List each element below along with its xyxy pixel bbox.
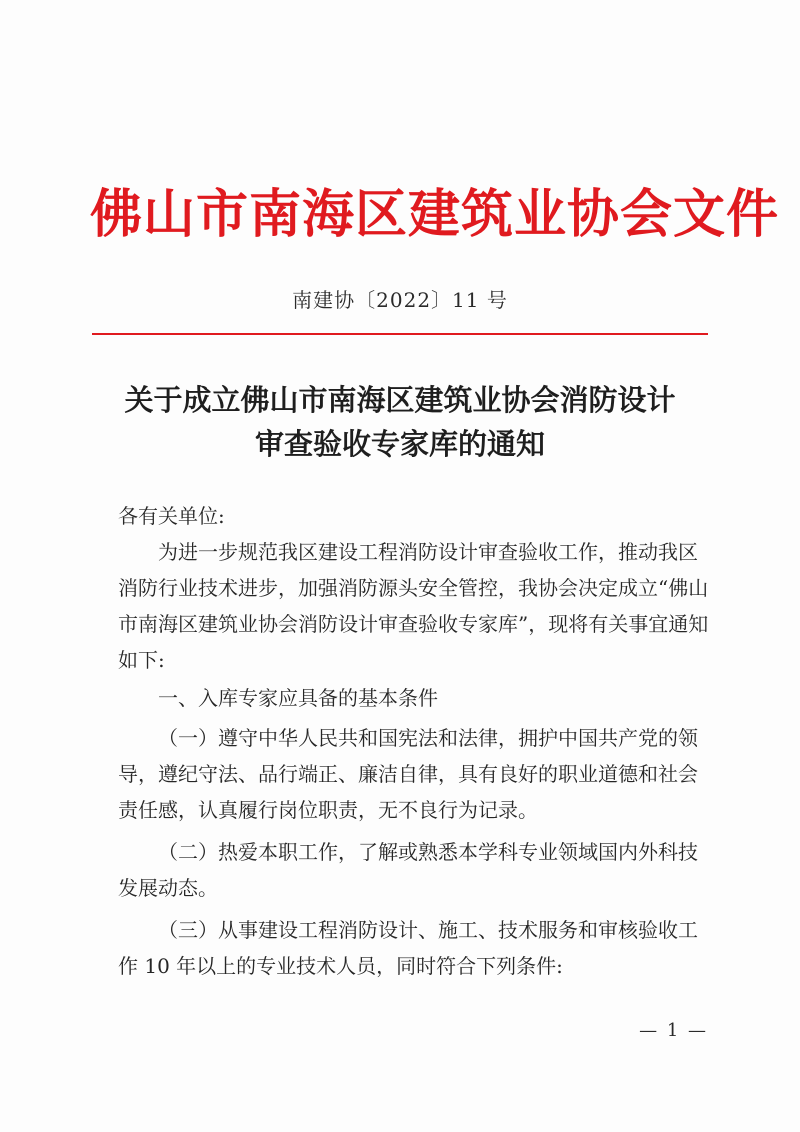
notice-title-line-2: 审查验收专家库的通知 (254, 427, 545, 461)
document-number: 南建协〔2022〕11 号 (292, 288, 508, 312)
notice-title (90, 378, 710, 466)
page-number: — 1 — (639, 1020, 708, 1041)
intro-paragraph: 为进一步规范我区建设工程消防设计审查验收工作，推动我区消防行业技术进步，加强消防源头安全管控，我协会决定成立“佛山市南海区建筑业协会消防设计审查验收专家库”，现将有关事宜通知如下: (118, 540, 709, 672)
condition-item-1: （一）遵守中华人民共和国宪法和法律，拥护中国共产党的领导，遵纪守法、品行端正、廉洁自律，具有良好的职业道德和社会责任感，认真履行岗位职责，无不良行为记录。 (118, 726, 698, 822)
section-heading-basic-conditions: 一、入库专家应具备的基本条件 (158, 686, 438, 710)
condition-item-2: （二）热爱本职工作，了解或熟悉本学科专业领域国内外科技发展动态。 (118, 840, 698, 900)
notice-body (118, 498, 710, 984)
condition-item-3: （三）从事建设工程消防设计、施工、技术服务和审核验收工作 10 年以上的专业技术人员，同时符合下列条件: (118, 918, 698, 978)
organization-header-title: 佛山市南海区建筑业协会文件 (90, 185, 780, 245)
header-red-divider (92, 333, 708, 335)
salutation: 各有关单位: (118, 504, 225, 528)
notice-title-line-1: 关于成立佛山市南海区建筑业协会消防设计 (124, 383, 676, 417)
